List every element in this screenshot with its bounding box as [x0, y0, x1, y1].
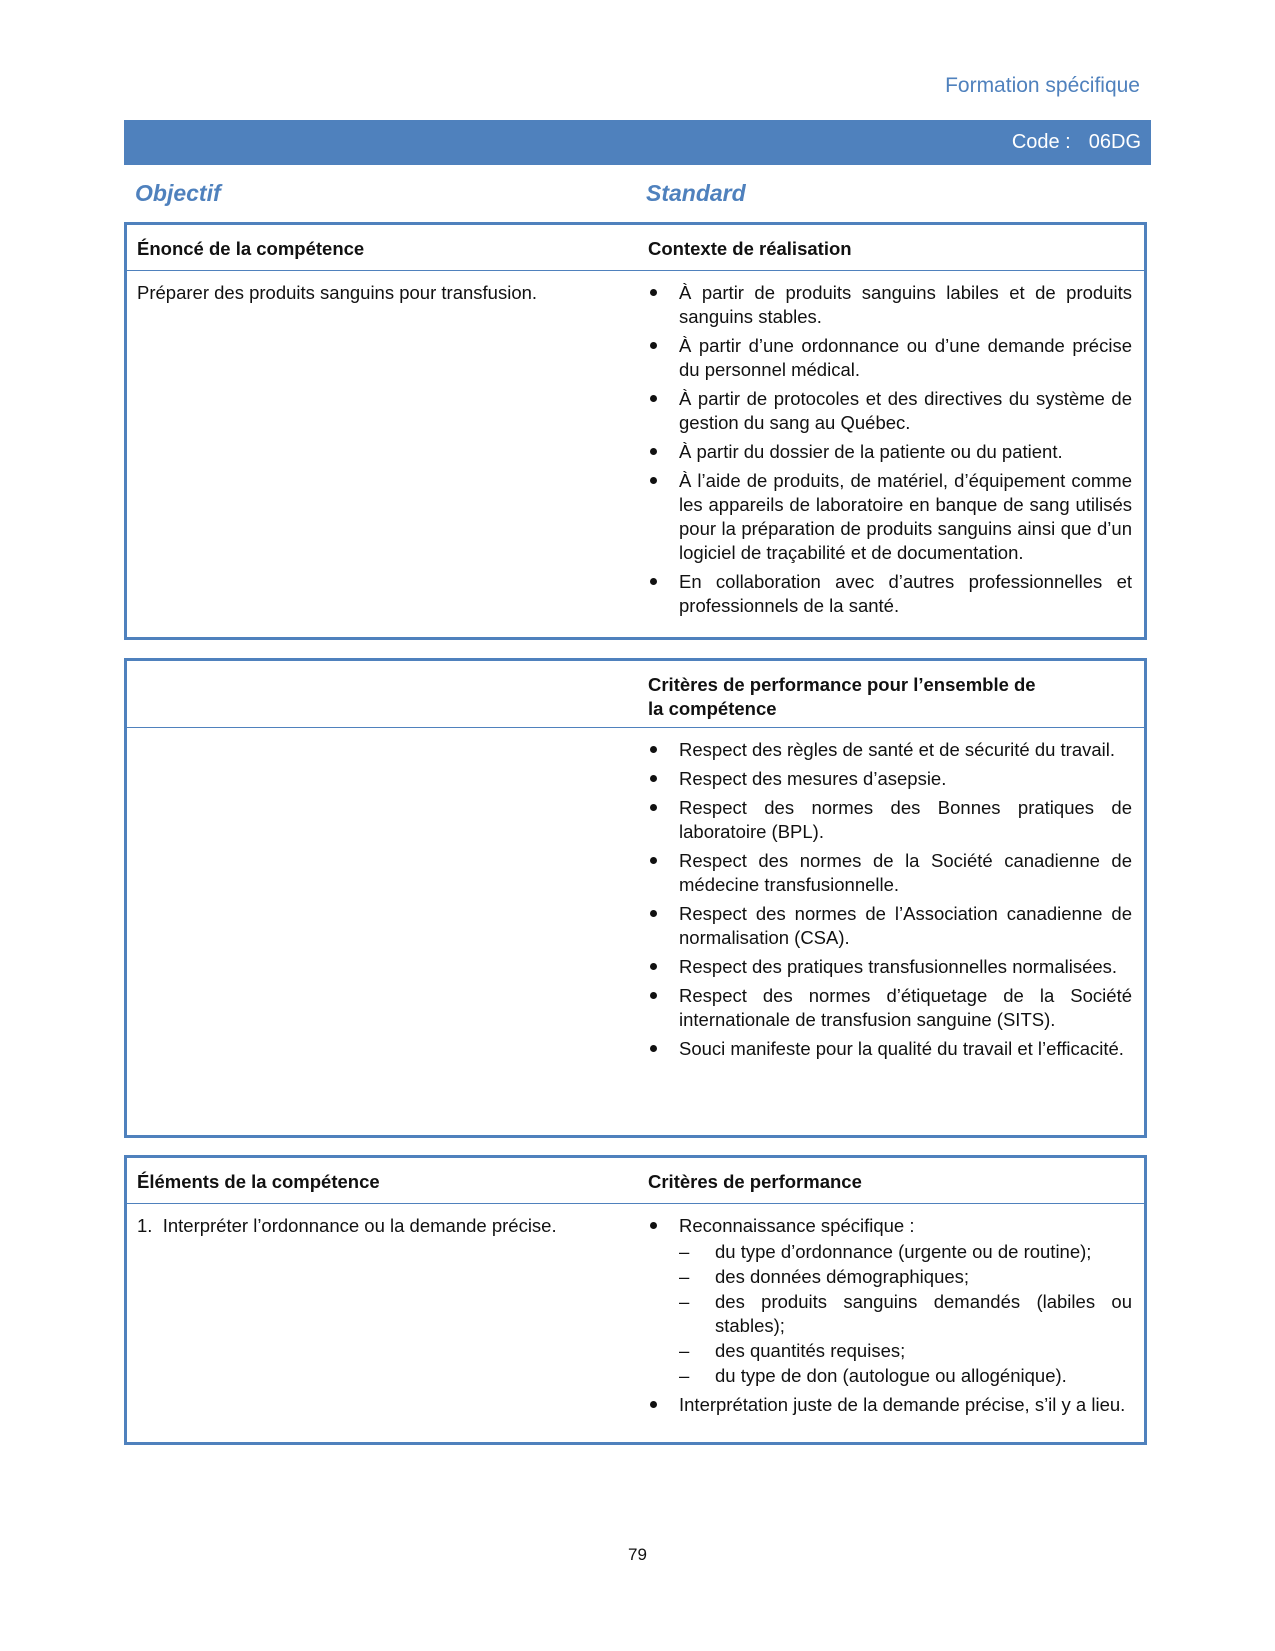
- bullet-icon: [650, 578, 657, 585]
- overall-criteria-table: [124, 658, 1147, 1138]
- bullet-icon: [650, 857, 657, 864]
- list-item: Respect des normes de la Société canadienne de médecine transfusionnelle.: [648, 849, 1132, 897]
- bullet-icon: [650, 1222, 657, 1229]
- list-item: Respect des normes des Bonnes pratiques de laboratoire (BPL).: [648, 796, 1132, 844]
- list-item: Interprétation juste de la demande précise, s’il y a lieu.: [648, 1393, 1132, 1417]
- bullet-icon: [650, 1401, 657, 1408]
- list-item: Reconnaissance spécifique : – du type d’ordonnance (urgente ou de routine); – des données démographiques; – des produits sanguins demandés (labiles ou stables); – des quantités requises; – du type de don (autologue ou allogénique).: [648, 1214, 1132, 1388]
- sub-list: [679, 1240, 1132, 1388]
- competence-element: [137, 1214, 627, 1238]
- overall-criteria-list: [648, 738, 1132, 1066]
- sub-list-item: – du type de don (autologue ou allogénique).: [679, 1365, 1067, 1386]
- bullet-icon: [650, 1045, 657, 1052]
- bullet-icon: [650, 477, 657, 484]
- table-header: [127, 225, 1144, 271]
- list-item: À partir de protocoles et des directives du système de gestion du sang au Québec.: [648, 387, 1132, 435]
- list-item: Respect des normes de l’Association canadienne de normalisation (CSA).: [648, 902, 1132, 950]
- list-item: À l’aide de produits, de matériel, d’équipement comme les appareils de laboratoire en banque de sang utilisés pour la préparation de produits sanguins ainsi que d’un logiciel de traçabilité et de documentation.: [648, 469, 1132, 565]
- context-heading: Contexte de réalisation: [648, 238, 852, 259]
- dash-icon: –: [679, 1266, 690, 1287]
- dash-icon: –: [679, 1340, 690, 1361]
- statement-heading: Énoncé de la compétence: [137, 238, 365, 259]
- competence-statement-table: [124, 222, 1147, 640]
- sub-list-item: – des quantités requises;: [679, 1340, 906, 1361]
- context-list: [648, 281, 1132, 623]
- sub-list-item: – des données démographiques;: [679, 1266, 970, 1287]
- list-item: En collaboration avec d’autres professionnelles et professionnels de la santé.: [648, 570, 1132, 618]
- bullet-icon: [650, 746, 657, 753]
- code-value: 06DG: [1088, 131, 1141, 153]
- bullet-icon: [650, 395, 657, 402]
- objectif-heading: Objectif: [135, 180, 221, 206]
- sub-list-item: – des produits sanguins demandés (labiles ou stables);: [679, 1291, 1132, 1336]
- bullet-icon: [650, 448, 657, 455]
- code-label: Code :: [1011, 131, 1071, 153]
- list-item: À partir d’une ordonnance ou d’une demande précise du personnel médical.: [648, 334, 1132, 382]
- page-number: 79: [628, 1545, 647, 1564]
- competence-statement: Préparer des produits sanguins pour transfusion.: [137, 282, 538, 303]
- sub-list-item: – du type d’ordonnance (urgente ou de routine);: [679, 1241, 1092, 1262]
- list-item: Respect des règles de santé et de sécurité du travail.: [648, 738, 1132, 762]
- dash-icon: –: [679, 1291, 690, 1312]
- elements-heading: Éléments de la compétence: [137, 1171, 380, 1192]
- performance-criteria-list: [648, 1214, 1132, 1422]
- table-header: [127, 661, 1144, 728]
- list-item: À partir du dossier de la patiente ou du patient.: [648, 440, 1132, 464]
- code-bar: [124, 120, 1151, 165]
- bullet-icon: [650, 289, 657, 296]
- list-item: Respect des mesures d’asepsie.: [648, 767, 1132, 791]
- dash-icon: –: [679, 1365, 690, 1386]
- performance-criteria-heading: Critères de performance: [648, 1171, 862, 1192]
- bullet-icon: [650, 342, 657, 349]
- element-number: 1.: [137, 1215, 153, 1236]
- element-text: Interpréter l’ordonnance ou la demande précise.: [162, 1215, 557, 1236]
- bullet-icon: [650, 992, 657, 999]
- competence-elements-table: [124, 1155, 1147, 1445]
- column-headings: [135, 180, 1140, 210]
- dash-icon: –: [679, 1241, 690, 1262]
- list-item: Respect des normes d’étiquetage de la Société internationale de transfusion sanguine (SITS).: [648, 984, 1132, 1032]
- table-header: [127, 1158, 1144, 1204]
- overall-criteria-heading: Critères de performance pour l’ensemble de la compétence: [648, 674, 1036, 719]
- bullet-icon: [650, 910, 657, 917]
- bullet-icon: [650, 775, 657, 782]
- standard-heading: Standard: [646, 180, 746, 206]
- bullet-icon: [650, 804, 657, 811]
- list-item: À partir de produits sanguins labiles et de produits sanguins stables.: [648, 281, 1132, 329]
- list-item: Respect des pratiques transfusionnelles normalisées.: [648, 955, 1132, 979]
- list-item: Souci manifeste pour la qualité du travail et l’efficacité.: [648, 1037, 1132, 1061]
- bullet-icon: [650, 963, 657, 970]
- running-title: Formation spécifique: [945, 74, 1140, 97]
